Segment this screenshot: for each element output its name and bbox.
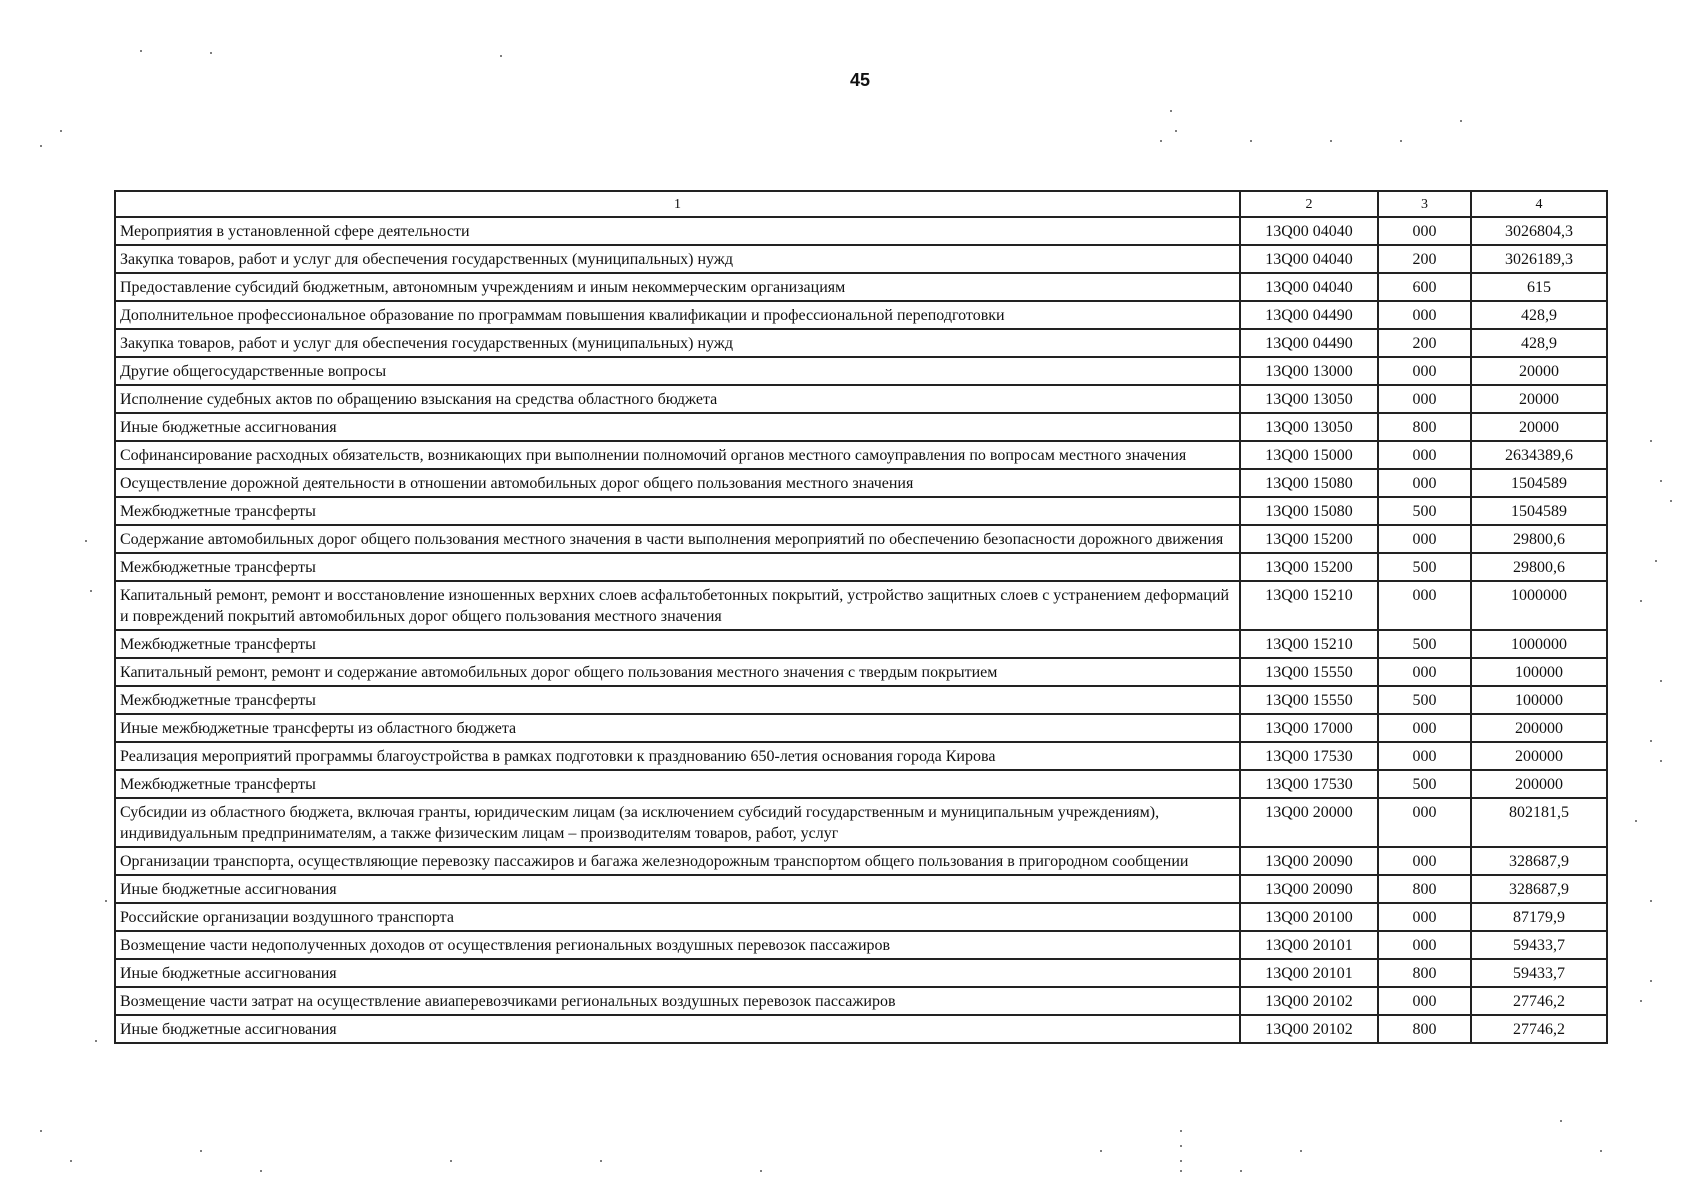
table-row bbox=[115, 903, 1607, 931]
row-name-cell: Закупка товаров, работ и услуг для обеспечения государственных (муниципальных) нужд bbox=[115, 245, 1240, 273]
table-row bbox=[115, 742, 1607, 770]
table-row bbox=[115, 217, 1607, 245]
row-amount-cell: 1504589 bbox=[1471, 497, 1607, 525]
row-amount-cell: 20000 bbox=[1471, 357, 1607, 385]
row-amount-cell: 328687,9 bbox=[1471, 875, 1607, 903]
row-amount-cell: 200000 bbox=[1471, 742, 1607, 770]
row-type-cell: 200 bbox=[1378, 245, 1471, 273]
row-amount-cell: 1000000 bbox=[1471, 630, 1607, 658]
row-code-cell: 13Q00 04490 bbox=[1240, 329, 1378, 357]
scan-speck bbox=[760, 1170, 762, 1172]
header-col-1: 1 bbox=[115, 191, 1240, 217]
row-type-cell: 000 bbox=[1378, 581, 1471, 630]
table-row bbox=[115, 385, 1607, 413]
scan-speck bbox=[1650, 900, 1652, 902]
row-type-cell: 500 bbox=[1378, 770, 1471, 798]
scan-speck bbox=[1650, 740, 1652, 742]
row-code-cell: 13Q00 15080 bbox=[1240, 497, 1378, 525]
row-code-cell: 13Q00 17000 bbox=[1240, 714, 1378, 742]
scan-speck bbox=[95, 1040, 97, 1042]
scan-speck bbox=[140, 50, 142, 52]
scan-speck bbox=[200, 1150, 202, 1152]
row-name-cell: Капитальный ремонт, ремонт и восстановление изношенных верхних слоев асфальтобетонных покрытий, устройство защитных слоев с устранением деформаций и повреждений покрытий автомобильных дорог общего пользования местного значения bbox=[115, 581, 1240, 630]
scan-speck bbox=[1655, 560, 1657, 562]
scan-speck bbox=[1660, 680, 1662, 682]
table-row bbox=[115, 959, 1607, 987]
scan-speck bbox=[210, 52, 212, 54]
table-row bbox=[115, 273, 1607, 301]
row-amount-cell: 428,9 bbox=[1471, 301, 1607, 329]
row-type-cell: 000 bbox=[1378, 931, 1471, 959]
table-row bbox=[115, 525, 1607, 553]
table-row bbox=[115, 770, 1607, 798]
scan-speck bbox=[1330, 140, 1332, 142]
row-name-cell: Иные межбюджетные трансферты из областного бюджета bbox=[115, 714, 1240, 742]
row-type-cell: 000 bbox=[1378, 469, 1471, 497]
scan-speck bbox=[85, 540, 87, 542]
scan-speck bbox=[1650, 440, 1652, 442]
scan-speck bbox=[1240, 1170, 1242, 1172]
scan-speck bbox=[1670, 500, 1672, 502]
row-amount-cell: 200000 bbox=[1471, 714, 1607, 742]
row-type-cell: 000 bbox=[1378, 847, 1471, 875]
table-row bbox=[115, 847, 1607, 875]
table-body bbox=[115, 217, 1607, 1043]
row-type-cell: 000 bbox=[1378, 385, 1471, 413]
scan-speck bbox=[105, 900, 107, 902]
table-row bbox=[115, 686, 1607, 714]
row-type-cell: 000 bbox=[1378, 742, 1471, 770]
row-name-cell: Исполнение судебных актов по обращению взыскания на средства областного бюджета bbox=[115, 385, 1240, 413]
row-amount-cell: 200000 bbox=[1471, 770, 1607, 798]
row-name-cell: Возмещение части затрат на осуществление авиаперевозчиками региональных воздушных перевозок пассажиров bbox=[115, 987, 1240, 1015]
row-type-cell: 500 bbox=[1378, 630, 1471, 658]
row-code-cell: 13Q00 13000 bbox=[1240, 357, 1378, 385]
row-name-cell: Российские организации воздушного транспорта bbox=[115, 903, 1240, 931]
scan-speck bbox=[600, 1160, 602, 1162]
row-type-cell: 800 bbox=[1378, 959, 1471, 987]
row-code-cell: 13Q00 15000 bbox=[1240, 441, 1378, 469]
row-type-cell: 600 bbox=[1378, 273, 1471, 301]
scan-speck bbox=[70, 1160, 72, 1162]
row-code-cell: 13Q00 17530 bbox=[1240, 742, 1378, 770]
scan-speck bbox=[40, 145, 42, 147]
row-amount-cell: 59433,7 bbox=[1471, 959, 1607, 987]
scan-speck bbox=[1460, 120, 1462, 122]
scan-speck bbox=[60, 130, 62, 132]
row-amount-cell: 100000 bbox=[1471, 686, 1607, 714]
scan-speck bbox=[1600, 1150, 1602, 1152]
table-row bbox=[115, 798, 1607, 847]
row-type-cell: 800 bbox=[1378, 413, 1471, 441]
row-name-cell: Содержание автомобильных дорог общего пользования местного значения в части выполнения мероприятий по обеспечению безопасности дорожного движения bbox=[115, 525, 1240, 553]
row-type-cell: 000 bbox=[1378, 658, 1471, 686]
scan-speck bbox=[1660, 480, 1662, 482]
table-row bbox=[115, 413, 1607, 441]
scan-speck bbox=[1250, 140, 1252, 142]
row-name-cell: Межбюджетные трансферты bbox=[115, 686, 1240, 714]
row-type-cell: 000 bbox=[1378, 987, 1471, 1015]
table-row bbox=[115, 441, 1607, 469]
row-amount-cell: 100000 bbox=[1471, 658, 1607, 686]
table-row bbox=[115, 1015, 1607, 1043]
scan-speck bbox=[1640, 600, 1642, 602]
scan-speck bbox=[1640, 1000, 1642, 1002]
scan-speck bbox=[1300, 1150, 1302, 1152]
row-code-cell: 13Q00 15210 bbox=[1240, 581, 1378, 630]
table-row bbox=[115, 931, 1607, 959]
scan-speck bbox=[1660, 760, 1662, 762]
row-code-cell: 13Q00 15550 bbox=[1240, 686, 1378, 714]
row-code-cell: 13Q00 15200 bbox=[1240, 553, 1378, 581]
scan-speck bbox=[40, 1130, 42, 1132]
row-code-cell: 13Q00 20090 bbox=[1240, 847, 1378, 875]
table-row bbox=[115, 329, 1607, 357]
row-amount-cell: 20000 bbox=[1471, 385, 1607, 413]
row-name-cell: Другие общегосударственные вопросы bbox=[115, 357, 1240, 385]
row-code-cell: 13Q00 15550 bbox=[1240, 658, 1378, 686]
row-type-cell: 000 bbox=[1378, 903, 1471, 931]
table-row bbox=[115, 714, 1607, 742]
row-amount-cell: 3026804,3 bbox=[1471, 217, 1607, 245]
scan-speck bbox=[260, 1170, 262, 1172]
row-amount-cell: 428,9 bbox=[1471, 329, 1607, 357]
row-code-cell: 13Q00 04040 bbox=[1240, 217, 1378, 245]
scan-speck bbox=[1400, 140, 1402, 142]
row-name-cell: Межбюджетные трансферты bbox=[115, 770, 1240, 798]
row-code-cell: 13Q00 20101 bbox=[1240, 959, 1378, 987]
scan-speck bbox=[450, 1160, 452, 1162]
row-amount-cell: 87179,9 bbox=[1471, 903, 1607, 931]
row-code-cell: 13Q00 17530 bbox=[1240, 770, 1378, 798]
row-code-cell: 13Q00 15210 bbox=[1240, 630, 1378, 658]
scan-speck bbox=[1180, 1130, 1182, 1132]
row-name-cell: Предоставление субсидий бюджетным, автономным учреждениям и иным некоммерческим организациям bbox=[115, 273, 1240, 301]
row-amount-cell: 802181,5 bbox=[1471, 798, 1607, 847]
row-name-cell: Иные бюджетные ассигнования bbox=[115, 1015, 1240, 1043]
row-amount-cell: 29800,6 bbox=[1471, 525, 1607, 553]
row-code-cell: 13Q00 15080 bbox=[1240, 469, 1378, 497]
header-col-3: 3 bbox=[1378, 191, 1471, 217]
table-row bbox=[115, 357, 1607, 385]
row-type-cell: 800 bbox=[1378, 1015, 1471, 1043]
scan-speck bbox=[1650, 980, 1652, 982]
scan-speck bbox=[1160, 140, 1162, 142]
row-code-cell: 13Q00 04040 bbox=[1240, 245, 1378, 273]
row-name-cell: Мероприятия в установленной сфере деятельности bbox=[115, 217, 1240, 245]
row-type-cell: 800 bbox=[1378, 875, 1471, 903]
budget-table bbox=[114, 190, 1608, 1044]
row-amount-cell: 29800,6 bbox=[1471, 553, 1607, 581]
row-type-cell: 000 bbox=[1378, 441, 1471, 469]
row-type-cell: 000 bbox=[1378, 357, 1471, 385]
row-type-cell: 200 bbox=[1378, 329, 1471, 357]
table-row bbox=[115, 987, 1607, 1015]
row-name-cell: Межбюджетные трансферты bbox=[115, 630, 1240, 658]
row-type-cell: 500 bbox=[1378, 553, 1471, 581]
row-code-cell: 13Q00 20102 bbox=[1240, 987, 1378, 1015]
row-code-cell: 13Q00 13050 bbox=[1240, 385, 1378, 413]
row-type-cell: 000 bbox=[1378, 301, 1471, 329]
scan-speck bbox=[500, 55, 502, 57]
row-type-cell: 000 bbox=[1378, 525, 1471, 553]
row-code-cell: 13Q00 20101 bbox=[1240, 931, 1378, 959]
table-row bbox=[115, 245, 1607, 273]
row-code-cell: 13Q00 20000 bbox=[1240, 798, 1378, 847]
row-amount-cell: 3026189,3 bbox=[1471, 245, 1607, 273]
row-amount-cell: 1504589 bbox=[1471, 469, 1607, 497]
row-type-cell: 000 bbox=[1378, 217, 1471, 245]
table-row bbox=[115, 497, 1607, 525]
row-amount-cell: 20000 bbox=[1471, 413, 1607, 441]
scan-speck bbox=[1180, 1170, 1182, 1172]
row-name-cell: Организации транспорта, осуществляющие перевозку пассажиров и багажа железнодорожным транспортом общего пользования в пригородном сообщении bbox=[115, 847, 1240, 875]
row-name-cell: Софинансирование расходных обязательств, возникающих при выполнении полномочий органов местного самоуправления по вопросам местного значения bbox=[115, 441, 1240, 469]
row-code-cell: 13Q00 20100 bbox=[1240, 903, 1378, 931]
row-type-cell: 000 bbox=[1378, 714, 1471, 742]
row-name-cell: Иные бюджетные ассигнования bbox=[115, 875, 1240, 903]
scan-speck bbox=[1635, 820, 1637, 822]
page-number: 45 bbox=[849, 70, 871, 90]
row-name-cell: Закупка товаров, работ и услуг для обеспечения государственных (муниципальных) нужд bbox=[115, 329, 1240, 357]
row-name-cell: Реализация мероприятий программы благоустройства в рамках подготовки к празднованию 650-летия основания города Кирова bbox=[115, 742, 1240, 770]
scan-speck bbox=[90, 590, 92, 592]
row-name-cell: Дополнительное профессиональное образование по программам повышения квалификации и профессиональной переподготовки bbox=[115, 301, 1240, 329]
row-name-cell: Межбюджетные трансферты bbox=[115, 553, 1240, 581]
row-name-cell: Возмещение части недополученных доходов от осуществления региональных воздушных перевозок пассажиров bbox=[115, 931, 1240, 959]
row-amount-cell: 27746,2 bbox=[1471, 1015, 1607, 1043]
header-col-2: 2 bbox=[1240, 191, 1378, 217]
scan-speck bbox=[1560, 1120, 1562, 1122]
row-amount-cell: 615 bbox=[1471, 273, 1607, 301]
scan-speck bbox=[1175, 130, 1177, 132]
row-name-cell: Капитальный ремонт, ремонт и содержание автомобильных дорог общего пользования местного значения с твердым покрытием bbox=[115, 658, 1240, 686]
table-row bbox=[115, 658, 1607, 686]
row-name-cell: Осуществление дорожной деятельности в отношении автомобильных дорог общего пользования местного значения bbox=[115, 469, 1240, 497]
row-type-cell: 500 bbox=[1378, 686, 1471, 714]
header-row bbox=[115, 191, 1607, 217]
scan-speck bbox=[1180, 1145, 1182, 1147]
row-amount-cell: 2634389,6 bbox=[1471, 441, 1607, 469]
row-code-cell: 13Q00 04490 bbox=[1240, 301, 1378, 329]
row-code-cell: 13Q00 20102 bbox=[1240, 1015, 1378, 1043]
table-row bbox=[115, 553, 1607, 581]
row-amount-cell: 27746,2 bbox=[1471, 987, 1607, 1015]
row-code-cell: 13Q00 20090 bbox=[1240, 875, 1378, 903]
table-row bbox=[115, 875, 1607, 903]
row-name-cell: Иные бюджетные ассигнования bbox=[115, 413, 1240, 441]
scan-speck bbox=[1180, 1160, 1182, 1162]
row-code-cell: 13Q00 13050 bbox=[1240, 413, 1378, 441]
row-code-cell: 13Q00 15200 bbox=[1240, 525, 1378, 553]
header-col-4: 4 bbox=[1471, 191, 1607, 217]
row-amount-cell: 1000000 bbox=[1471, 581, 1607, 630]
scan-speck bbox=[1100, 1150, 1102, 1152]
row-type-cell: 500 bbox=[1378, 497, 1471, 525]
table-row bbox=[115, 301, 1607, 329]
row-code-cell: 13Q00 04040 bbox=[1240, 273, 1378, 301]
table-row bbox=[115, 469, 1607, 497]
row-amount-cell: 328687,9 bbox=[1471, 847, 1607, 875]
row-amount-cell: 59433,7 bbox=[1471, 931, 1607, 959]
row-name-cell: Межбюджетные трансферты bbox=[115, 497, 1240, 525]
scan-speck bbox=[1170, 110, 1172, 112]
row-name-cell: Субсидии из областного бюджета, включая гранты, юридическим лицам (за исключением субсидий государственным и муниципальным учреждениям), индивидуальным предпринимателям, а также физическим лицам – производителям товаров, работ, услуг bbox=[115, 798, 1240, 847]
row-name-cell: Иные бюджетные ассигнования bbox=[115, 959, 1240, 987]
table-row bbox=[115, 581, 1607, 630]
table-row bbox=[115, 630, 1607, 658]
row-type-cell: 000 bbox=[1378, 798, 1471, 847]
